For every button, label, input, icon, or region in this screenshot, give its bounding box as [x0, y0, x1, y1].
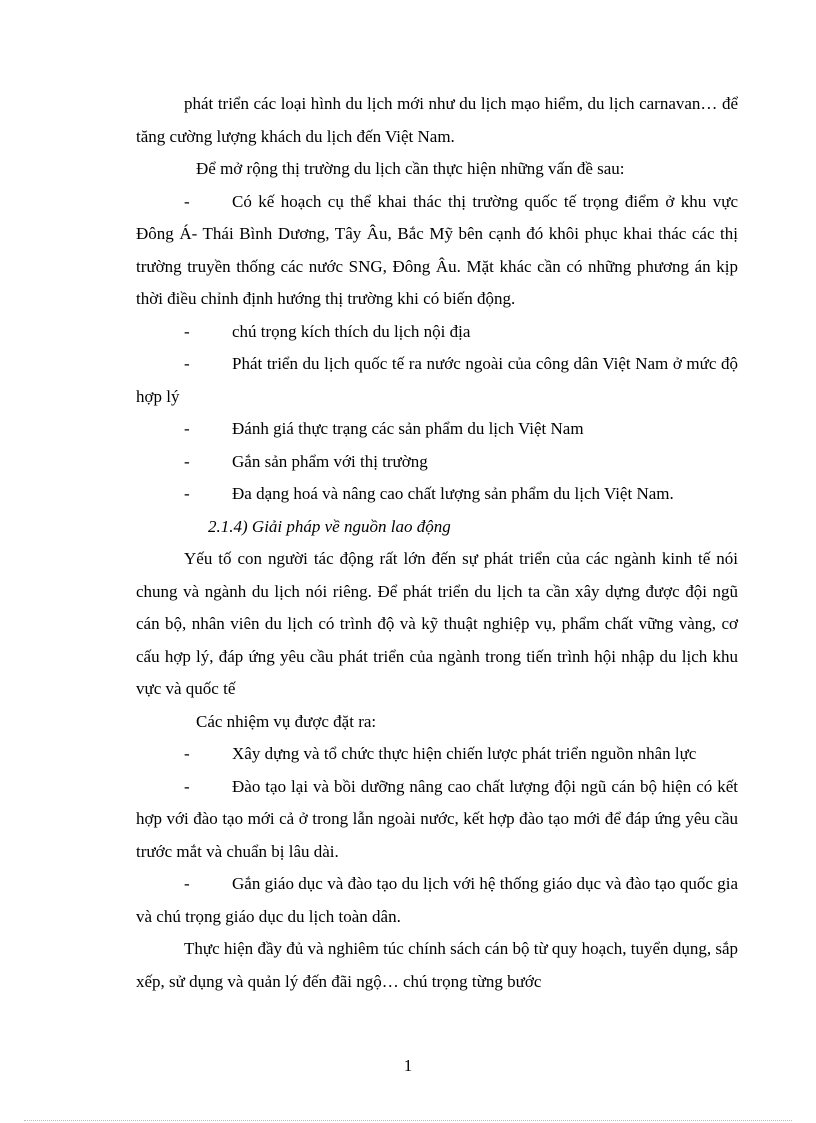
- bullet-item: [136, 348, 738, 413]
- bullet-text: chú trọng kích thích du lịch nội địa: [232, 321, 471, 341]
- bullet-item: [136, 186, 738, 316]
- bullet-item: [136, 316, 738, 349]
- bullet-item: [136, 478, 738, 511]
- bullet-marker: -: [184, 191, 190, 211]
- bullet-marker: -: [184, 451, 190, 471]
- bullet-text: Đào tạo lại và bồi dưỡng nâng cao chất lượng đội ngũ cán bộ hiện có kết hợp với đào tạo mới cả ở trong lẫn ngoài nước, kết hợp đào tạo mới để đáp ứng yêu cầu trước mắt và chuẩn bị lâu dài.: [136, 776, 738, 861]
- page-bottom-divider: [24, 1120, 792, 1121]
- bullet-marker: -: [184, 484, 190, 503]
- bullet-item: [136, 446, 738, 479]
- bullet-item: [136, 868, 738, 933]
- bullet-text: Đánh giá thực trạng các sản phẩm du lịch Việt Nam: [232, 419, 584, 438]
- bullet-text: Có kế hoạch cụ thể khai thác thị trường quốc tế trọng điểm ở khu vực Đông Á- Thái Bình Dương, Tây Âu, Bắc Mỹ bên cạnh đó khôi phục khai thác các thị trường truyền thống các nước SNG, Đông Âu. Mặt khác cần có những phương án kịp thời điều chỉnh định hướng thị trường khi có biến động.: [136, 191, 738, 308]
- bullet-marker: -: [184, 744, 190, 763]
- paragraph: Các nhiệm vụ được đặt ra:: [196, 711, 377, 731]
- bullet-item: [136, 771, 738, 869]
- page-body: [136, 88, 738, 998]
- bullet-item: [136, 738, 738, 771]
- bullet-text: Phát triển du lịch quốc tế ra nước ngoài của công dân Việt Nam ở mức độ hợp lý: [136, 354, 738, 406]
- paragraph: Thực hiện đầy đủ và nghiêm túc chính sách cán bộ từ quy hoạch, tuyển dụng, sắp xếp, sử dụng và quản lý đến đãi ngộ… chú trọng từng bước: [136, 939, 738, 991]
- bullet-text: Xây dựng và tổ chức thực hiện chiến lược phát triển nguồn nhân lực: [232, 744, 697, 763]
- bullet-marker: -: [184, 874, 190, 893]
- paragraph: Yếu tố con người tác động rất lớn đến sự phát triển của các ngành kinh tế nói chung và ngành du lịch nói riêng. Để phát triển du lịch ta cần xây dựng được đội ngũ cán bộ, nhân viên du lịch có trình độ và kỹ thuật nghiệp vụ, phẩm chất vững vàng, cơ cấu hợp lý, đáp ứng yêu cầu phát triển của ngành trong tiến trình hội nhập du lịch khu vực và quốc tế: [136, 549, 738, 698]
- bullet-text: Gắn giáo dục và đào tạo du lịch với hệ thống giáo dục và đào tạo quốc gia và chú trọng giáo dục du lịch toàn dân.: [136, 874, 738, 926]
- bullet-marker: -: [184, 354, 190, 373]
- bullet-marker: -: [184, 776, 190, 796]
- section-heading: 2.1.4) Giải pháp về nguồn lao động: [208, 516, 451, 536]
- paragraph: Để mở rộng thị trường du lịch cần thực hiện những vấn đề sau:: [196, 159, 625, 178]
- bullet-item: [136, 413, 738, 446]
- page-number: 1: [403, 1056, 413, 1075]
- bullet-text: Gắn sản phẩm với thị trường: [232, 451, 428, 471]
- paragraph: phát triển các loại hình du lịch mới như du lịch mạo hiểm, du lịch carnavan… để tăng cường lượng khách du lịch đến Việt Nam.: [136, 94, 738, 146]
- bullet-marker: -: [184, 321, 190, 341]
- bullet-text: Đa dạng hoá và nâng cao chất lượng sản phẩm du lịch Việt Nam.: [232, 484, 674, 503]
- bullet-marker: -: [184, 419, 190, 438]
